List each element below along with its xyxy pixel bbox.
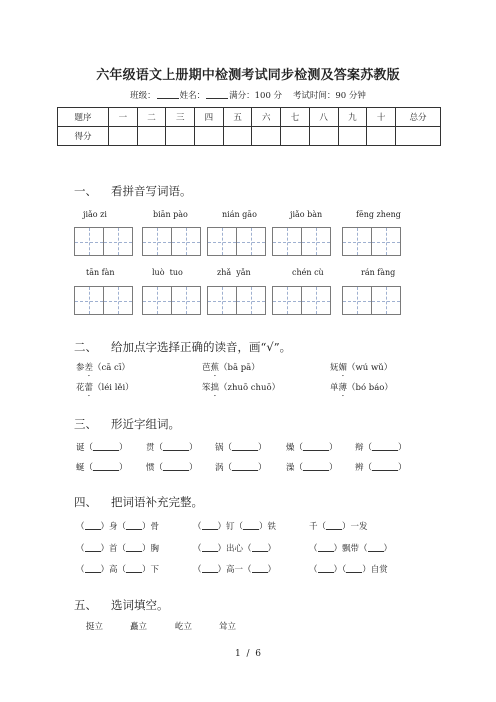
pinyin-label: jiǎo zi [83,210,107,219]
section-title: 选词填空。 [111,598,169,612]
section-number: 四、 [74,495,97,509]
writing-grid[interactable] [74,227,132,256]
char: 芭 [202,363,211,373]
writing-grid[interactable] [142,286,200,315]
word-group-item[interactable]: 蜒（ ） [76,463,128,473]
text: ）钉（ [217,522,244,532]
word-choice: 屹立 [175,622,193,632]
char: 澡 [286,463,295,473]
pinyin-label: fēng zheng [356,210,401,219]
writing-grid[interactable] [272,227,330,256]
dotted-char: 差 [84,363,94,373]
section-title: 把词语补充完整。 [111,495,203,509]
text: ）骨 [142,522,160,532]
reading-options: （zhuō chuō） [219,383,281,393]
header-cell: 二 [137,108,166,127]
class-label: 班级： [130,91,156,101]
pronunciation-item[interactable] [76,381,134,398]
idiom-item[interactable] [193,520,276,532]
text: （ [309,544,318,554]
char: 诞 [76,443,85,453]
char: 蜒 [76,463,85,473]
char: 辩 [355,443,364,453]
answer-blank[interactable] [372,450,398,451]
answer-blank[interactable] [163,450,189,451]
name-label: 姓名： [179,91,206,101]
pronunciation-item[interactable] [202,381,280,398]
text: ） [267,544,277,554]
char: 惯 [146,463,155,473]
answer-blank[interactable] [93,450,119,451]
text: ）自赏 [362,565,388,575]
text: ）一发 [342,522,368,532]
pinyin-label: luò tuo [152,268,183,277]
score-cell[interactable] [281,127,310,146]
pronunciation-item[interactable] [76,361,130,378]
pinyin-label: zhǎ yǎn [217,268,251,277]
text: ）飘带（ [333,544,368,554]
idiom-item[interactable] [193,563,276,575]
text: （ [76,544,85,554]
score-cell[interactable] [166,127,195,146]
answer-blank[interactable] [303,470,329,471]
char: 妩 [330,363,339,373]
text: （ [193,522,202,532]
header-cell: 五 [223,108,252,127]
score-table [57,107,441,146]
writing-grid[interactable] [342,227,400,256]
score-table-header [58,108,441,127]
word-choice: 耸立 [219,622,237,632]
section-title: 看拼音写词语。 [111,184,192,198]
reading-options: （léi lěi） [93,383,134,393]
score-cell[interactable] [109,127,138,146]
answer-blank[interactable] [85,529,101,530]
answer-blank[interactable] [318,551,334,552]
idiom-item[interactable] [193,542,276,554]
text: ）胸 [142,544,160,554]
text: （ [76,565,85,575]
score-table-row [58,127,441,146]
answer-blank[interactable] [318,572,334,573]
answer-blank[interactable] [126,572,142,573]
idiom-item[interactable] [309,520,368,532]
score-cell[interactable] [137,127,166,146]
word-choice: 挺立 [86,622,104,632]
pinyin-label: biān pào [153,210,188,219]
answer-blank[interactable] [243,529,259,530]
text: ）下 [142,565,160,575]
word-group-item[interactable]: 贯（ ） [146,443,198,453]
dotted-char: 薄 [338,383,348,393]
text: ）铁 [259,522,277,532]
pinyin-label: jiǎo bàn [290,210,323,219]
text: （ [193,565,202,575]
section-number: 五、 [74,598,97,612]
header-cell: 八 [309,108,338,127]
section-number: 三、 [74,417,97,431]
section-2-heading [74,339,291,355]
text: ）（ [333,565,347,575]
header-cell: 九 [338,108,367,127]
word-group-item[interactable]: 辨（ ） [355,463,407,473]
char: 涡 [215,463,224,473]
dotted-char: 拙 [210,383,220,393]
answer-blank[interactable] [163,470,189,471]
idiom-item[interactable] [309,542,392,554]
idiom-item[interactable] [76,542,159,554]
reading-options: （bā pā） [219,363,260,373]
answer-blank[interactable] [126,529,142,530]
reading-options: （bó báo） [347,383,393,393]
answer-blank[interactable] [232,450,258,451]
row-label: 得分 [58,127,109,146]
score-cell[interactable] [195,127,224,146]
header-cell: 总分 [396,108,441,127]
answer-blank[interactable] [252,551,268,552]
header-cell: 七 [281,108,310,127]
word-group-item[interactable]: 惯（ ） [146,463,198,473]
section-3-heading [74,416,180,432]
writing-grid[interactable] [342,286,400,315]
char: 单 [330,383,339,393]
text: ）出心（ [217,544,252,554]
answer-blank[interactable] [202,551,218,552]
pronunciation-item[interactable] [330,361,392,378]
word-group-item[interactable]: 锅（ ） [215,443,267,453]
pinyin-label: rán fàng [361,268,396,277]
text: （ [193,544,202,554]
section-5-heading [74,597,169,613]
reading-options: （wú wǔ） [347,363,393,373]
section-4-heading [74,494,203,510]
name-blank [206,98,228,99]
exam-time: 考试时间：90 分钟 [292,91,366,101]
section-title: 给加点字选择正确的读音，画“√”。 [111,340,292,354]
text: ）身（ [100,522,127,532]
header-cell: 四 [195,108,224,127]
dotted-char: 蕉 [210,363,220,373]
text: ）高（ [100,565,127,575]
score-cell[interactable] [223,127,252,146]
score-cell[interactable] [309,127,338,146]
answer-blank[interactable] [303,450,329,451]
text: 千（ [309,522,327,532]
text: （ [76,522,85,532]
section-number: 一、 [74,184,97,198]
answer-blank[interactable] [252,572,268,573]
writing-grid[interactable] [74,286,132,315]
answer-blank[interactable] [346,572,362,573]
document-title: 六年级语文上册期中检测考试同步检测及答案苏教版 [96,68,400,83]
class-blank [157,98,179,99]
idiom-item[interactable] [309,563,388,575]
pinyin-label: chén cù [292,268,324,277]
pronunciation-item[interactable] [202,361,260,378]
idiom-item[interactable] [76,520,159,532]
exam-meta [0,89,496,101]
header-cell: 六 [252,108,281,127]
text: ）高一（ [217,565,252,575]
dotted-char: 蕾 [84,383,94,393]
header-cell: 题序 [58,108,109,127]
page-number: 1 / 6 [235,649,261,659]
answer-blank[interactable] [202,529,218,530]
answer-blank[interactable] [93,470,119,471]
char: 锅 [215,443,224,453]
word-group-item[interactable]: 诞（ ） [76,443,128,453]
text: ） [383,544,393,554]
word-group-item[interactable]: 澡（ ） [286,463,338,473]
idiom-item[interactable] [76,563,159,575]
word-group-item[interactable]: 辩（ ） [355,443,407,453]
header-cell: 三 [166,108,195,127]
char: 燥 [286,443,295,453]
pronunciation-item[interactable] [330,381,393,398]
char: 参 [76,363,85,373]
text: ）首（ [100,544,127,554]
answer-blank[interactable] [232,470,258,471]
header-cell: 十 [367,108,396,127]
answer-blank[interactable] [372,470,398,471]
score-cell[interactable] [338,127,367,146]
section-title: 形近字组词。 [111,417,180,431]
score-cell[interactable] [252,127,281,146]
reading-options: （cā cī） [93,363,131,373]
word-choice: 矗立 [130,622,148,632]
char: 花 [76,383,85,393]
char: 笨 [202,383,211,393]
writing-grid[interactable] [207,227,265,256]
section-1-heading [74,183,192,199]
section-number: 二、 [74,340,97,354]
text: ） [267,565,277,575]
word-group-item[interactable]: 涡（ ） [215,463,267,473]
header-cell: 一 [109,108,138,127]
char: 贯 [146,443,155,453]
answer-blank[interactable] [85,551,101,552]
char: 辨 [355,463,364,473]
answer-blank[interactable] [368,551,384,552]
pinyin-label: nián gāo [222,210,257,219]
answer-blank[interactable] [326,529,342,530]
pinyin-label: tān fàn [86,268,115,277]
full-score: 满分：100 分 [229,91,283,101]
answer-blank[interactable] [202,572,218,573]
writing-grid[interactable] [207,286,265,315]
answer-blank[interactable] [85,572,101,573]
score-cell[interactable] [396,127,441,146]
writing-grid[interactable] [272,286,330,315]
answer-blank[interactable] [126,551,142,552]
writing-grid[interactable] [142,227,200,256]
text: （ [309,565,318,575]
word-group-item[interactable]: 燥（ ） [286,443,338,453]
score-cell[interactable] [367,127,396,146]
dotted-char: 媚 [338,363,348,373]
